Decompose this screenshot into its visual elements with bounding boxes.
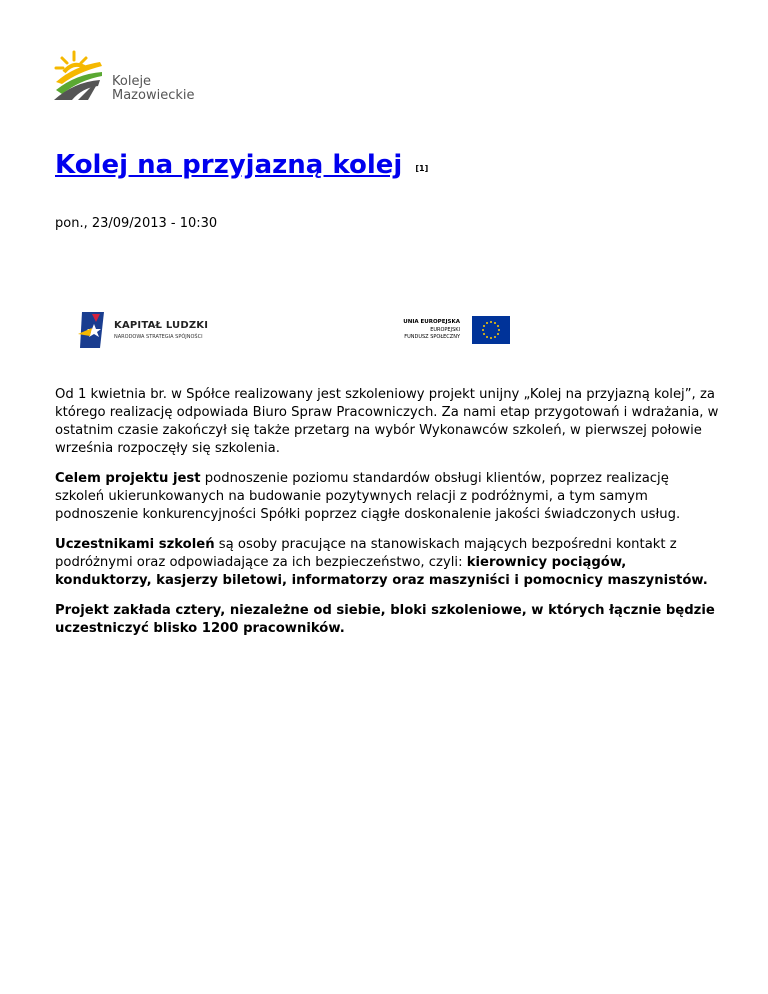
eu-line-1: UNIA EUROPEJSKA [403, 319, 460, 325]
logo-name-line1: Koleje [112, 74, 152, 89]
paragraph-goal [55, 470, 720, 524]
article-date: pon., 23/09/2013 - 10:30 [55, 216, 218, 231]
reference-marker: [1] [415, 164, 429, 173]
kapital-ludzki-title: KAPITAŁ LUDZKI [114, 320, 209, 331]
kapital-ludzki-subtitle: NARODOWA STRATEGIA SPÓJNOŚCI [114, 334, 203, 340]
eu-flag-icon [472, 316, 510, 344]
goal-label: Celem projektu jest [55, 471, 201, 486]
paragraph-participants [55, 536, 720, 590]
blocks-text: Projekt zakłada cztery, niezależne od siebie, bloki szkoleniowe, w których łącznie będzie uczestniczyć blisko 1200 pracowników. [55, 603, 715, 636]
kapital-ludzki-logo [78, 310, 218, 350]
kapital-ludzki-emblem-icon [78, 310, 110, 350]
article-title-link[interactable]: Kolej na przyjazną kolej [55, 150, 403, 180]
eu-social-fund-logo [398, 316, 512, 348]
article-body [55, 386, 720, 650]
eu-line-2: EUROPEJSKI [430, 327, 460, 333]
participants-text: są osoby pracujące na stanowiskach mających bezpośredni kontakt z podróżnymi oraz odpowiadające za ich bezpieczeństwo, czyli: [55, 537, 677, 570]
paragraph-blocks [55, 602, 720, 638]
logo-name-line2: Mazowieckie [112, 88, 195, 103]
participants-list: kierownicy pociągów, konduktorzy, kasjerzy biletowi, informatorzy oraz maszyniści i pomocnicy maszynistów. [55, 555, 708, 588]
koleje-mazowieckie-logo [52, 48, 212, 108]
article-header [55, 150, 428, 180]
koleje-mazowieckie-emblem-icon [52, 48, 112, 108]
goal-text: podnoszenie poziomu standardów obsługi klientów, poprzez realizację szkoleń ukierunkowanych na budowanie pozytywnych relacji z podróżnymi, a tym samym podnoszenie konkurencyjności Spółki poprzez ciągłe doskonalenie jakości świadczonych usług. [55, 471, 681, 522]
participants-label: Uczestnikami szkoleń [55, 537, 215, 552]
eu-line-3: FUNDUSZ SPOŁECZNY [404, 334, 460, 340]
paragraph-intro: Od 1 kwietnia br. w Spółce realizowany jest szkoleniowy projekt unijny „Kolej na przyjazną kolej”, za którego realizację odpowiada Biuro Spraw Pracowniczych. Za nami etap przygotowań i wdrażania, w ostatnim czasie zakończył się także przetarg na wybór Wykonawców szkoleń, w pierwszej połowie września rozpoczęły się szkolenia. [55, 387, 719, 456]
